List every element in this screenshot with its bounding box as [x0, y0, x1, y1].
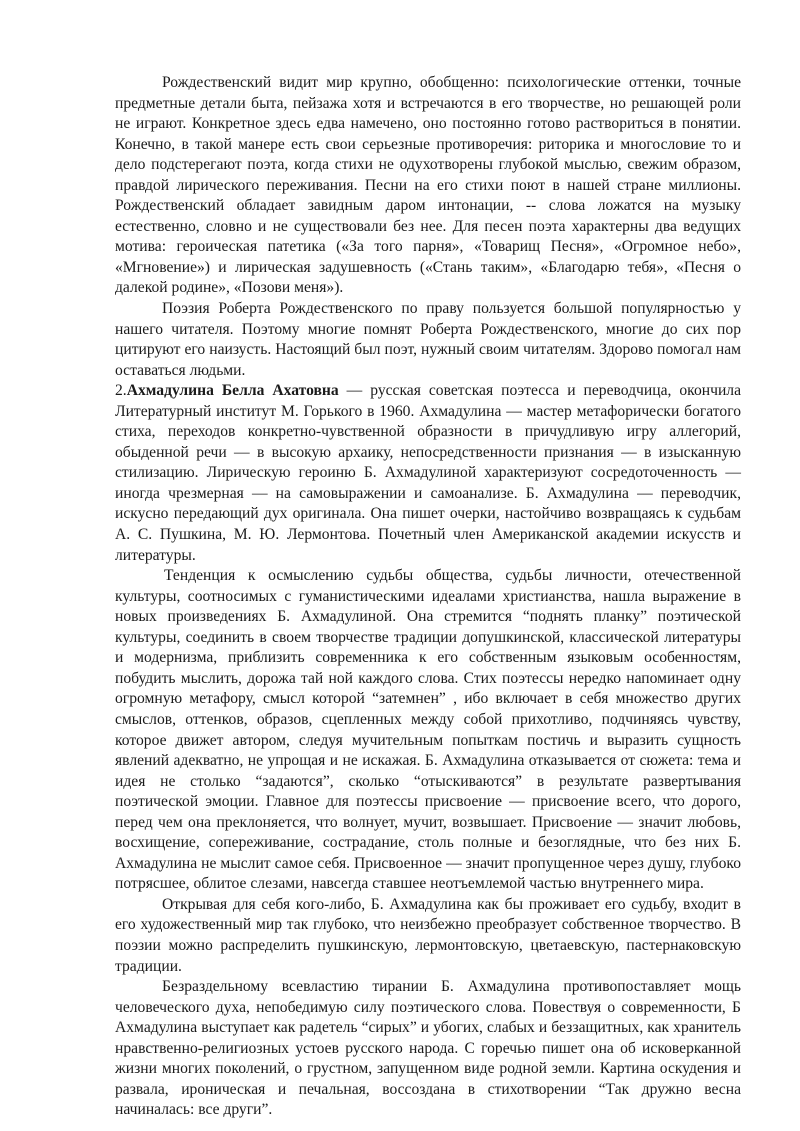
paragraph-akhmadulina-tyranny: Безраздельному всевластию тирании Б. Ахмадулина противопоставляет мощь человеческого духа, непобедимую силу поэтического слова. Повествуя о современности, Б Ахмадулина выступает как радетель “сирых” и убогих, слабых и беззащитных, как хранитель нравственно-религиозных устоев русского народа. С горечью пишет она об исковерканной жизни многих поколений, о грустном, запущенном виде родной земли. Картина оскудения и развала, ироническая и печальная, воссоздана в стихотворении “Так дружно весна начиналась: все други”.	[115, 978, 741, 1119]
paragraph-akhmadulina-tendency: Тенденция к осмыслению судьбы общества, судьбы личности, отечественной культуры, соотносимых с гуманистическими идеалами христианства, нашла выражение в новых произведениях Б. Ахмадулиной. Она стремится “поднять планку” поэтической культуры, соединить в своем творчестве традиции допушкинской, классической литературы и модернизма, приблизить современника к его собственным языковым особенностям, побудить мыслить, дорожа тай ной каждого слова. Стих поэтессы нередко напоминает одну огромную метафору, смысл которой “затемнен” , ибо включает в себя множество других смыслов, оттенков, образов, сцепленных между собой прихотливо, подчиняясь чувству, которое движет автором, следуя мучительным попыткам постичь и выразить сущность явлений адекватно, не упрощая и не искажая. Б. Ахмадулина отказывается от сюжета: тема и идея не столько “задаются”, сколько “отыскиваются” в результате развертывания поэтической эмоции. Главное для поэтессы присвоение — присвоение всего, что дорого, перед чем она преклоняется, что волнует, мучит, возвышает. Присвоение — значит любовь, восхищение, сопереживание, сострадание, столь полные и безоглядные, что без них Б. Ахмадулина не мыслит самое себя. Присвоенное — значит пропущенное через душу, глубоко потрясшее, облитое слезами, навсегда ставшее неотъемлемой частью внутреннего мира.	[115, 567, 741, 893]
poet-name: Ахмадулина Белла Ахатовна	[126, 382, 339, 400]
paragraph-rozhdestvensky-popularity: Поэзия Роберта Рождественского по праву пользуется большой популярностью у нашего читателя. Поэтому многие помнят Роберта Рождественского, многие до сих пор цитируют его наизусть. Настоящий был поэт, нужный своим читателям. Здорово помогал нам оставаться людьми.	[115, 300, 741, 379]
list-number: 2.	[115, 382, 127, 400]
paragraph-akhmadulina-bio	[115, 381, 741, 566]
bio-text: — русская советская поэтесса и переводчица, окончила Литературный институт М. Горького в 1960. Ахмадулина — мастер метафорически богатого стиха, переходов конкретно-чувственной образности в причудливую игру аллегорий, обыденной речи — в высокую архаику, непосредственности признания — в изысканную стилизацию. Лирическую героиню Б. Ахмадулиной характеризуют сосредоточенность — иногда чрезмерная — на самовыражении и самоанализе. Б. Ахмадулина — переводчик, искусно передающий дух оригинала. Она пишет очерки, настойчиво возвращаясь к судьбам А. С. Пушкина, М. Ю. Лермонтова. Почетный член Американской академии искусств и литературы.	[115, 382, 741, 564]
document-page	[115, 73, 741, 1121]
paragraph-rozhdestvensky-style: Рождественский видит мир крупно, обобщенно: психологические оттенки, точные предметные детали быта, пейзажа хотя и встречаются в его творчестве, но решающей роли не играют. Конкретное здесь едва намечено, оно постоянно готово раствориться в понятии. Конечно, в такой манере есть свои серьезные противоречия: риторика и многословие то и дело подстерегают поэта, когда стихи не одухотворены глубокой мыслью, свежим образом, правдой лирического переживания. Песни на его стихи поют в нашей стране миллионы. Рождественский обладает завидным даром интонации, -- слова ложатся на музыку естественно, словно и не существовали без нее. Для песен поэта характерны два ведущих мотива: героическая патетика («За того парня», «Товарищ Песня», «Огромное небо», «Мгновение») и лирическая задушевность («Стань таким», «Благодарю тебя», «Песня о далекой родине», «Позови меня»).	[115, 74, 741, 297]
paragraph-akhmadulina-discovery: Открывая для себя кого-либо, Б. Ахмадулина как бы проживает его судьбу, входит в его художественный мир так глубоко, что неизбежно преобразует собственное творчество. В поэзии можно распределить пушкинскую, лермонтовскую, цветаевскую, пастернаковскую традиции.	[115, 895, 741, 975]
